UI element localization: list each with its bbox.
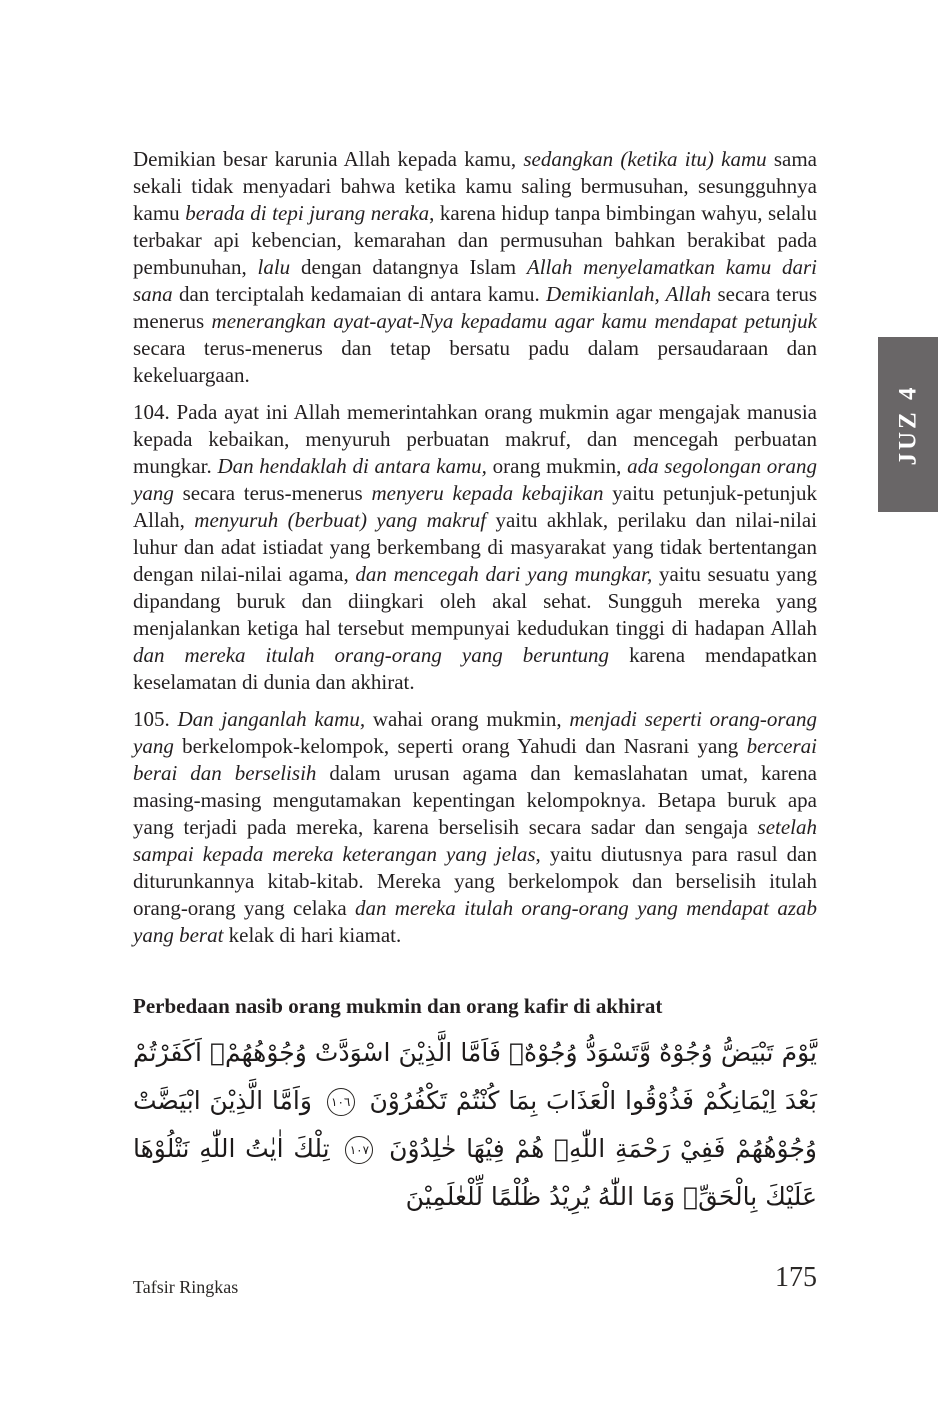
- tafsir-text: dalam urusan agama dan kemaslahatan umat, karena masing-masing mengutamakan kepentingan kelompoknya. Betapa buruk apa yang terjadi pada mereka, karena berselisih secara sadar dan sengaja: [133, 761, 817, 839]
- quran-translation-text: menyuruh (berbuat) yang makruf: [194, 508, 487, 532]
- tafsir-paragraph: [133, 706, 817, 949]
- quran-translation-text: setelah sampai kepada mereka keterangan yang jelas: [133, 815, 817, 866]
- tafsir-text: dan terciptalah kedamaian di antara kamu.: [172, 282, 547, 306]
- tafsir-text: 105.: [133, 707, 178, 731]
- quran-translation-text: dan mereka itulah orang-orang yang beruntung: [133, 643, 610, 667]
- ayah-number-marker: ١٠٧: [345, 1136, 373, 1164]
- ayah-number-marker: ١٠٦: [327, 1088, 355, 1116]
- tafsir-text: yaitu sesuatu yang dipandang buruk dan diingkari oleh akal sehat. Sungguh mereka yang menjalankan ketiga hal tersebut mempunyai kedudukan tinggi di hadapan Allah: [133, 562, 817, 640]
- tafsir-text: kelak di hari kiamat.: [223, 923, 402, 947]
- quran-translation-text: Dan janganlah kamu,: [177, 707, 366, 731]
- quran-translation-text: Dan hendaklah di antara kamu,: [217, 454, 487, 478]
- tafsir-paragraphs: [133, 146, 817, 949]
- tafsir-paragraph: [133, 399, 817, 696]
- tafsir-text: yaitu akhlak, perilaku dan nilai-nilai luhur dan adat istiadat yang berkembang di masyarakat yang tidak bertentangan dengan nilai-nilai agama,: [133, 508, 818, 586]
- tafsir-text: , karena hidup tanpa bimbingan wahyu, selalu terbakar api kebencian, kemarahan dan permusuhan bahkan berakibat pada pembunuhan,: [133, 201, 818, 279]
- tafsir-paragraph: [133, 146, 817, 389]
- tafsir-text: , yaitu diutusnya para rasul dan diturunkannya kitab-kitab. Mereka yang berkelompok dan berselisih itulah orang-orang yang celaka: [133, 842, 817, 920]
- juz-tab: [878, 337, 938, 512]
- tafsir-text: wahai orang mukmin,: [365, 707, 570, 731]
- quran-translation-text: Allah menyelamatkan kamu dari sana: [133, 255, 817, 306]
- tafsir-text: secara terus-menerus dan tetap bersatu padu dalam persaudaraan dan kekeluargaan.: [133, 336, 817, 387]
- quran-translation-text: berada di tepi jurang neraka: [185, 201, 430, 225]
- quran-translation-text: lalu: [257, 255, 291, 279]
- arabic-verse-text: تِلْكَ اٰيٰتُ اللّٰهِ نَتْلُوْهَا عَلَيْكَ بِالْحَقِّۗ وَمَا اللّٰهُ يُرِيْدُ ظُلْمًا لِّلْعٰلَمِيْنَ: [133, 1134, 817, 1211]
- juz-tab-label: JUZ 4: [894, 384, 922, 465]
- tafsir-text: sama sekali tidak menyadari bahwa ketika kamu saling bermusuhan, sesungguhnya kamu: [133, 147, 818, 225]
- tafsir-text: 104. Pada ayat ini Allah memerintahkan orang mukmin agar mengajak manusia kepada kebaikan, menyuruh perbuatan makruf, dan mencegah perbuatan mungkar.: [133, 400, 817, 478]
- quran-translation-text: dan mencegah dari yang mungkar,: [355, 562, 653, 586]
- quran-translation-text: dan mereka itulah orang-orang yang mendapat azab yang berat: [133, 896, 817, 947]
- footer-book-title: Tafsir Ringkas: [133, 1277, 239, 1297]
- tafsir-text: karena mendapatkan keselamatan di dunia dan akhirat.: [133, 643, 817, 694]
- arabic-verse-text: يَّوْمَ تَبْيَضُّ وُجُوْهٌ وَّتَسْوَدُّ وُجُوْهٌۚ فَاَمَّا الَّذِيْنَ اسْوَدَّتْ وُجُوْهُهُمْۗ اَكَفَرْتُمْ بَعْدَ اِيْمَانِكُمْ فَذُوْقُوا الْعَذَابَ بِمَا كُنْتُمْ تَكْفُرُوْنَ: [133, 1038, 817, 1115]
- arabic-verse-text: وَاَمَّا الَّذِيْنَ ابْيَضَّتْ وُجُوْهُهُمْ فَفِيْ رَحْمَةِ اللّٰهِۗ هُمْ فِيْهَا خٰلِدُوْنَ: [133, 1086, 817, 1163]
- text-column: [133, 146, 817, 1221]
- quran-translation-text: menyeru kepada kebajikan: [371, 481, 604, 505]
- tafsir-text: Demikian besar karunia Allah kepada kamu,: [133, 147, 524, 171]
- tafsir-text: secara terus menerus: [133, 282, 817, 333]
- quran-translation-text: ada segolongan orang yang: [133, 454, 817, 505]
- quran-translation-text: sedangkan (ketika itu) kamu: [523, 147, 767, 171]
- tafsir-text: secara terus-menerus: [173, 481, 372, 505]
- quran-translation-text: menjadi seperti orang-orang yang: [133, 707, 818, 758]
- quran-translation-text: menerangkan ayat-ayat-Nya kepadamu agar kamu mendapat petunjuk: [211, 309, 817, 333]
- quran-translation-text: Demikianlah, Allah: [546, 282, 712, 306]
- tafsir-text: yaitu petunjuk-petunjuk Allah,: [133, 481, 818, 532]
- tafsir-text: orang mukmin,: [486, 454, 628, 478]
- tafsir-text: dengan datangnya Islam: [290, 255, 527, 279]
- tafsir-text: berkelompok-kelompok, seperti orang Yahudi dan Nasrani yang: [173, 734, 747, 758]
- arabic-verse-block: [133, 1029, 817, 1221]
- quran-translation-text: bercerai berai dan berselisih: [133, 734, 817, 785]
- footer-page-number: 175: [775, 1262, 817, 1293]
- section-heading: Perbedaan nasib orang mukmin dan orang kafir di akhirat: [133, 994, 663, 1018]
